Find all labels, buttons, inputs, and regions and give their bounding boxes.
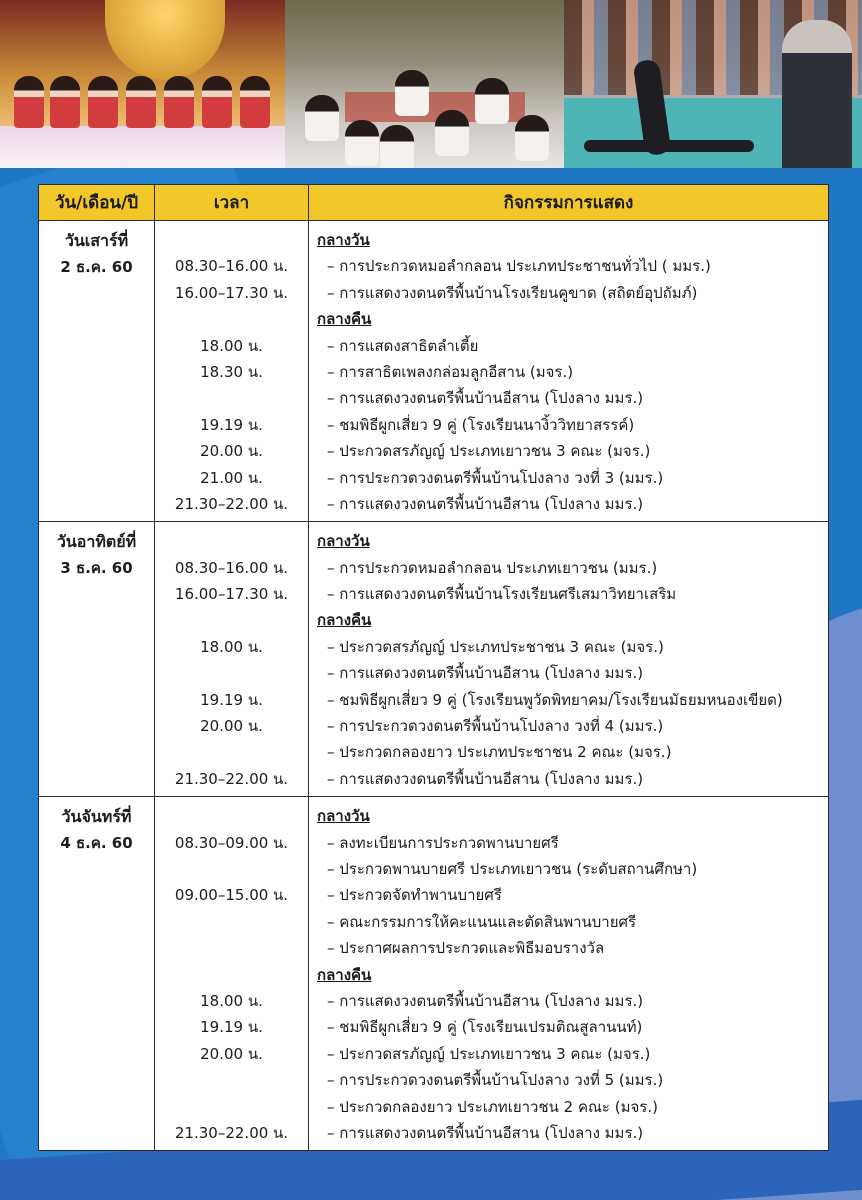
time-slot bbox=[161, 1067, 302, 1093]
schedule-table bbox=[38, 184, 829, 1151]
period-heading: กลางคืน bbox=[317, 965, 372, 984]
time-slot: 16.00–17.30 น. bbox=[174, 283, 289, 302]
header-date: วัน/เดือน/ปี bbox=[39, 185, 155, 221]
activity-item: – ลงทะเบียนการประกวดพานบายศรี bbox=[327, 833, 559, 852]
time-cell bbox=[155, 221, 309, 522]
activity-item: – การสาธิตเพลงกล่อมลูกอีสาน (มจร.) bbox=[327, 362, 574, 381]
day-date: 3 ธ.ค. 60 bbox=[60, 559, 133, 578]
activity-cell bbox=[309, 797, 829, 1151]
activity-item: – ประกาศผลการประกวดและพิธีมอบรางวัล bbox=[327, 939, 605, 958]
time-slot: 19.19 น. bbox=[200, 690, 263, 709]
activity-item: – การประกวดหมอลำกลอน ประเภทเยาวชน (มมร.) bbox=[327, 558, 658, 577]
table-row bbox=[39, 522, 829, 797]
activity-cell bbox=[309, 221, 829, 522]
time-slot: 16.00–17.30 น. bbox=[174, 585, 289, 604]
time-slot: 21.30–22.00 น. bbox=[174, 769, 289, 788]
time-slot bbox=[161, 803, 302, 829]
activity-item: – ประกวดกลองยาว ประเภทประชาชน 2 คณะ (มจร.) bbox=[327, 743, 672, 762]
time-slot bbox=[161, 962, 302, 988]
table-row bbox=[39, 797, 829, 1151]
activity-item: – การประกวดหมอลำกลอน ประเภทประชาชนทั่วไป ( มมร.) bbox=[327, 257, 711, 276]
time-slot: 21.00 น. bbox=[200, 468, 263, 487]
time-slot bbox=[161, 385, 302, 411]
time-slot: 19.19 น. bbox=[200, 1018, 263, 1037]
photo-dancers bbox=[0, 0, 285, 168]
period-heading: กลางคืน bbox=[317, 310, 372, 329]
time-slot: 18.00 น. bbox=[200, 637, 263, 656]
day-name: วันเสาร์ที่ bbox=[64, 231, 129, 250]
activity-item: – การแสดงวงดนตรีพื้นบ้านอีสาน (โปงลาง มมร.) bbox=[327, 389, 644, 408]
schedule-body bbox=[39, 221, 829, 1151]
time-slot: 20.00 น. bbox=[200, 1044, 263, 1063]
period-heading: กลางคืน bbox=[317, 611, 372, 630]
photo-banner bbox=[0, 0, 862, 168]
time-slot: 21.30–22.00 น. bbox=[174, 1123, 289, 1142]
time-slot bbox=[161, 528, 302, 554]
period-heading: กลางวัน bbox=[317, 807, 370, 826]
time-slot bbox=[161, 856, 302, 882]
activity-item: – ชมพิธีผูกเสี่ยว 9 คู่ (โรงเรียนเปรมติณสูลานนท์) bbox=[327, 1018, 643, 1037]
time-slot: 08.30–09.00 น. bbox=[174, 833, 289, 852]
photo-ceremony bbox=[285, 0, 564, 168]
time-slot bbox=[161, 935, 302, 961]
activity-item: – ประกวดสรภัญญ์ ประเภทเยาวชน 3 คณะ (มจร.) bbox=[327, 442, 651, 461]
activity-item: – การประกวดวงดนตรีพื้นบ้านโปงลาง วงที่ 3 (มมร.) bbox=[327, 468, 664, 487]
activity-item: – ประกวดสรภัญญ์ ประเภทประชาชน 3 คณะ (มจร.) bbox=[327, 637, 664, 656]
time-cell bbox=[155, 797, 309, 1151]
time-slot: 21.30–22.00 น. bbox=[174, 494, 289, 513]
time-slot bbox=[161, 607, 302, 633]
day-cell bbox=[39, 522, 155, 797]
time-slot bbox=[161, 306, 302, 332]
activity-item: – การแสดงวงดนตรีพื้นบ้านอีสาน (โปงลาง มมร.) bbox=[327, 664, 644, 683]
time-slot: 18.30 น. bbox=[200, 362, 263, 381]
time-slot bbox=[161, 739, 302, 765]
activity-item: – การประกวดวงดนตรีพื้นบ้านโปงลาง วงที่ 4 (มมร.) bbox=[327, 717, 664, 736]
activity-item: – การแสดงวงดนตรีพื้นบ้านอีสาน (โปงลาง มมร.) bbox=[327, 991, 644, 1010]
activity-item: – ชมพิธีผูกเสี่ยว 9 คู่ (โรงเรียนนางิ้ววิทยาสรรค์) bbox=[327, 415, 635, 434]
activity-item: – การแสดงวงดนตรีพื้นบ้านอีสาน (โปงลาง มมร.) bbox=[327, 1123, 644, 1142]
activity-item: – คณะกรรมการให้คะแนนและตัดสินพานบายศรี bbox=[327, 912, 637, 931]
activity-item: – การแสดงวงดนตรีพื้นบ้านโรงเรียนคูขาด (สถิตย์อุปถัมภ์) bbox=[327, 283, 698, 302]
period-heading: กลางวัน bbox=[317, 231, 370, 249]
activity-item: – การแสดงสาธิตลำเตี้ย bbox=[327, 336, 479, 355]
table-row bbox=[39, 221, 829, 522]
table-header-row bbox=[39, 185, 829, 221]
day-cell bbox=[39, 221, 155, 522]
time-slot bbox=[161, 660, 302, 686]
time-slot bbox=[161, 909, 302, 935]
time-slot bbox=[161, 227, 302, 253]
activity-item: – ประกวดจัดทำพานบายศรี bbox=[327, 886, 502, 905]
header-activity: กิจกรรมการแสดง bbox=[309, 185, 829, 221]
time-slot: 18.00 น. bbox=[200, 991, 263, 1010]
day-cell bbox=[39, 797, 155, 1151]
time-slot: 09.00–15.00 น. bbox=[174, 886, 289, 905]
activity-item: – การแสดงวงดนตรีพื้นบ้านอีสาน (โปงลาง มมร.) bbox=[327, 769, 644, 788]
time-slot: 20.00 น. bbox=[200, 442, 263, 461]
activity-item: – การแสดงวงดนตรีพื้นบ้านอีสาน (โปงลาง มมร.) bbox=[327, 494, 644, 513]
activity-item: – ประกวดสรภัญญ์ ประเภทเยาวชน 3 คณะ (มจร.) bbox=[327, 1044, 651, 1063]
period-heading: กลางวัน bbox=[317, 532, 370, 551]
header-time: เวลา bbox=[155, 185, 309, 221]
activity-item: – ชมพิธีผูกเสี่ยว 9 คู่ (โรงเรียนพูวัดพิทยาคม/โรงเรียนมัธยมหนองเขียด) bbox=[327, 690, 783, 709]
activity-cell bbox=[309, 522, 829, 797]
day-name: วันจันทร์ที่ bbox=[61, 807, 132, 827]
day-date: 2 ธ.ค. 60 bbox=[60, 258, 133, 276]
activity-item: – การแสดงวงดนตรีพื้นบ้านโรงเรียนศรีเสมาวิทยาเสริม bbox=[327, 585, 677, 604]
time-cell bbox=[155, 522, 309, 797]
day-name: วันอาทิตย์ที่ bbox=[56, 532, 137, 552]
activity-item: – การประกวดวงดนตรีพื้นบ้านโปงลาง วงที่ 5 (มมร.) bbox=[327, 1071, 664, 1090]
time-slot: 08.30–16.00 น. bbox=[174, 257, 289, 276]
time-slot bbox=[161, 1094, 302, 1120]
activity-item: – ประกวดกลองยาว ประเภทเยาวชน 2 คณะ (มจร.) bbox=[327, 1097, 658, 1116]
day-date: 4 ธ.ค. 60 bbox=[60, 834, 133, 853]
photo-snake-show bbox=[564, 0, 862, 168]
time-slot: 18.00 น. bbox=[200, 336, 263, 355]
time-slot: 08.30–16.00 น. bbox=[174, 558, 289, 577]
time-slot: 20.00 น. bbox=[200, 717, 263, 736]
time-slot: 19.19 น. bbox=[200, 415, 263, 434]
activity-item: – ประกวดพานบายศรี ประเภทเยาวชน (ระดับสถานศึกษา) bbox=[327, 859, 698, 878]
